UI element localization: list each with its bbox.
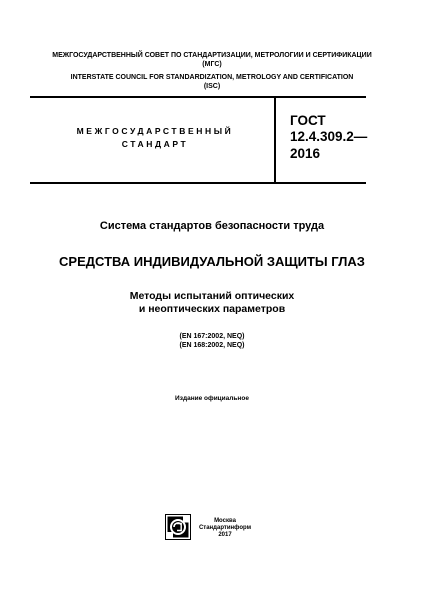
subtitle-line1: Методы испытаний оптических: [129, 290, 295, 302]
gost-number: 12.4.309.2—: [290, 129, 368, 144]
edition-note: Издание официальное: [175, 395, 249, 402]
standard-label-line1: МЕЖГОСУДАРСТВЕННЫЙ: [76, 126, 234, 136]
council-name-ru: МЕЖГОСУДАРСТВЕННЫЙ СОВЕТ ПО СТАНДАРТИЗАЦИИ, МЕТРОЛОГИИ И СЕРТИФИКАЦИИ: [52, 52, 372, 59]
reference-en167: (EN 167:2002, NEQ): [179, 333, 245, 340]
reference-en168: (EN 168:2002, NEQ): [179, 342, 245, 349]
gost-prefix: ГОСТ: [290, 113, 326, 128]
council-abbrev-ru: (МГС): [202, 61, 222, 68]
council-name-en: INTERSTATE COUNCIL FOR STANDARDIZATION, METROLOGY AND CERTIFICATION: [70, 74, 354, 81]
box-top-rule: [30, 96, 366, 98]
publisher-name: Стандартинформ: [198, 525, 252, 531]
subtitle-line2: и неоптических параметров: [138, 303, 286, 315]
main-title: СРЕДСТВА ИНДИВИДУАЛЬНОЙ ЗАЩИТЫ ГЛАЗ: [59, 254, 365, 269]
box-bottom-rule: [30, 182, 366, 184]
standard-label-line2: СТАНДАРТ: [121, 139, 189, 149]
council-abbrev-en: (ISC): [203, 83, 221, 90]
box-vertical-rule: [274, 97, 276, 183]
system-title: Система стандартов безопасности труда: [99, 220, 325, 232]
standartinform-logo-icon: [165, 514, 191, 540]
publisher-year: 2017: [218, 532, 232, 538]
publisher-city: Москва: [214, 518, 236, 524]
gost-year: 2016: [290, 146, 321, 161]
